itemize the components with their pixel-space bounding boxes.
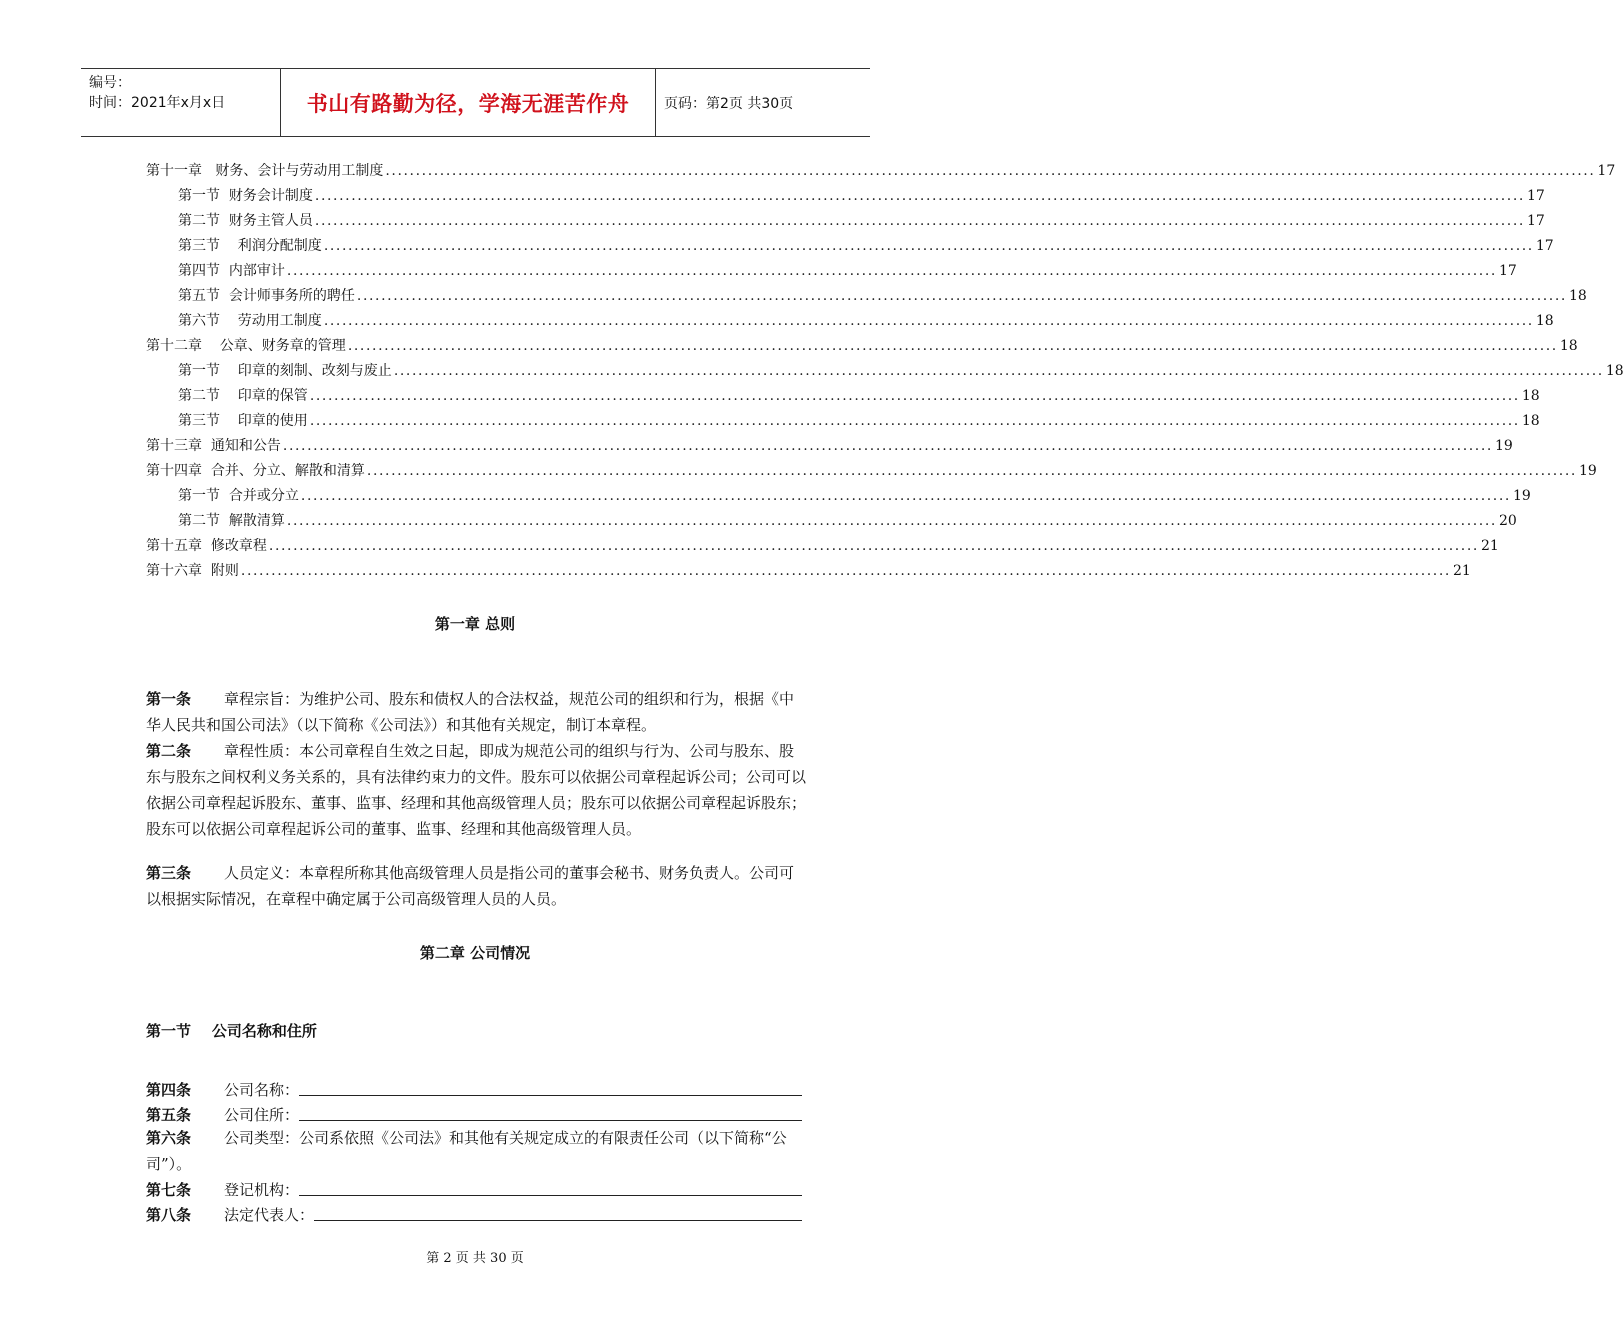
toc-entry xyxy=(146,459,1597,484)
registration-authority-blank xyxy=(299,1177,802,1196)
toc-leader-dots: ........................................................................................................................................................................................................ xyxy=(286,263,1497,279)
toc-entry-page: 18 xyxy=(1568,288,1587,304)
article-text: 公司类型：公司系依照《公司法》和其他有关规定成立的有限责任公司（以下简称“公司”）。 xyxy=(146,1129,787,1173)
toc-entry-title: 第十五章 修改章程 xyxy=(146,538,267,554)
toc-leader-dots: ........................................................................................................................................................................................................ xyxy=(385,163,1596,179)
article-2 xyxy=(146,738,806,842)
article-1 xyxy=(146,686,806,738)
page-header xyxy=(81,68,870,137)
company-address-blank xyxy=(299,1102,802,1121)
toc-entry-title: 第三节 利润分配制度 xyxy=(178,238,322,254)
toc-entry xyxy=(146,484,1531,509)
toc-entry xyxy=(146,184,1545,209)
toc-entry-title: 第三节 印章的使用 xyxy=(178,413,308,429)
toc-entry-title: 第一节 印章的刻制、改刻与废止 xyxy=(178,363,392,379)
toc-entry-page: 20 xyxy=(1498,513,1517,529)
article-label: 第三条 xyxy=(146,864,192,882)
toc-entry-page: 18 xyxy=(1535,313,1554,329)
article-8 xyxy=(146,1201,802,1225)
toc-entry xyxy=(146,259,1517,284)
number-label: 编号： xyxy=(89,75,131,91)
toc-leader-dots: ........................................................................................................................................................................................................ xyxy=(282,438,1493,454)
article-label: 第八条 xyxy=(146,1206,192,1224)
article-6 xyxy=(146,1125,806,1177)
toc-leader-dots: ........................................................................................................................................................................................................ xyxy=(309,388,1520,404)
toc-entry-page: 21 xyxy=(1452,563,1471,579)
toc-leader-dots: ........................................................................................................................................................................................................ xyxy=(323,313,1534,329)
toc-leader-dots: ........................................................................................................................................................................................................ xyxy=(314,213,1525,229)
toc-entry xyxy=(146,384,1540,409)
toc-entry xyxy=(146,359,1624,384)
toc-leader-dots: ........................................................................................................................................................................................................ xyxy=(240,563,1451,579)
header-motto-cell xyxy=(281,69,656,136)
toc-entry-title: 第四节 内部审计 xyxy=(178,263,285,279)
time-label: 时间：2021年x月x日 xyxy=(89,95,226,111)
toc-entry-page: 17 xyxy=(1526,213,1545,229)
article-text: 章程性质：本公司章程自生效之日起，即成为规范公司的组织与行为、公司与股东、股东与股东之间权利义务关系的，具有法律约束力的文件。股东可以依据公司章程起诉公司；公司可以依据公司章程起诉股东、董事、监事、经理和其他高级管理人员；股东可以依据公司章程起诉股东；股东可以依据公司章程起诉公司的董事、监事、经理和其他高级管理人员。 xyxy=(146,742,807,838)
section-1-heading: 第一节 公司名称和住所 xyxy=(146,1022,317,1040)
toc-entry-title: 第十三章 通知和公告 xyxy=(146,438,281,454)
toc-entry xyxy=(146,284,1587,309)
article-text: 章程宗旨：为维护公司、股东和债权人的合法权益，规范公司的组织和行为，根据《中华人民共和国公司法》（以下简称《公司法》）和其他有关规定，制订本章程。 xyxy=(146,690,795,734)
company-address-label: 公司住所： xyxy=(224,1106,300,1124)
toc-leader-dots: ........................................................................................................................................................................................................ xyxy=(347,338,1558,354)
table-of-contents xyxy=(146,159,1624,584)
header-left-cell xyxy=(81,69,281,136)
article-5 xyxy=(146,1101,802,1125)
toc-entry-page: 17 xyxy=(1498,263,1517,279)
article-label: 第五条 xyxy=(146,1106,192,1124)
article-label: 第七条 xyxy=(146,1181,192,1199)
toc-entry xyxy=(146,434,1513,459)
toc-entry-page: 18 xyxy=(1521,413,1540,429)
toc-entry xyxy=(146,309,1554,334)
toc-entry-page: 19 xyxy=(1578,463,1597,479)
toc-entry xyxy=(146,159,1616,184)
toc-entry-title: 第十六章 附则 xyxy=(146,563,239,579)
toc-leader-dots: ........................................................................................................................................................................................................ xyxy=(268,538,1479,554)
toc-entry-page: 18 xyxy=(1559,338,1578,354)
toc-entry xyxy=(146,209,1545,234)
toc-entry-title: 第十一章 财务、会计与劳动用工制度 xyxy=(146,163,384,179)
article-7 xyxy=(146,1176,802,1200)
toc-entry-title: 第一节 财务会计制度 xyxy=(178,188,313,204)
toc-entry xyxy=(146,334,1578,359)
article-text: 人员定义：本章程所称其他高级管理人员是指公司的董事会秘书、财务负责人。公司可以根据实际情况，在章程中确定属于公司高级管理人员的人员。 xyxy=(146,864,795,908)
toc-leader-dots: ........................................................................................................................................................................................................ xyxy=(393,363,1604,379)
legal-representative-label: 法定代表人： xyxy=(224,1206,315,1224)
toc-leader-dots: ........................................................................................................................................................................................................ xyxy=(309,413,1520,429)
registration-authority-label: 登记机构： xyxy=(224,1181,300,1199)
toc-entry-page: 18 xyxy=(1605,363,1624,379)
toc-entry-page: 17 xyxy=(1535,238,1554,254)
toc-entry xyxy=(146,534,1499,559)
header-page-info: 页码：第2页 共30页 xyxy=(664,95,794,112)
toc-entry-title: 第二节 财务主管人员 xyxy=(178,213,313,229)
toc-entry xyxy=(146,409,1540,434)
toc-entry xyxy=(146,509,1517,534)
toc-entry-title: 第十二章 公章、财务章的管理 xyxy=(146,338,346,354)
chapter-1-heading: 第一章 总则 xyxy=(434,615,516,633)
toc-entry-page: 19 xyxy=(1494,438,1513,454)
article-label: 第四条 xyxy=(146,1081,192,1099)
article-label: 第六条 xyxy=(146,1129,192,1147)
company-name-label: 公司名称： xyxy=(224,1081,300,1099)
toc-entry xyxy=(146,559,1471,584)
toc-entry-title: 第十四章 合并、分立、解散和清算 xyxy=(146,463,365,479)
article-4 xyxy=(146,1076,802,1100)
chapter-2-heading: 第二章 公司情况 xyxy=(419,944,531,962)
legal-representative-blank xyxy=(314,1202,802,1221)
toc-leader-dots: ........................................................................................................................................................................................................ xyxy=(323,238,1534,254)
toc-entry xyxy=(146,234,1554,259)
toc-entry-page: 21 xyxy=(1480,538,1499,554)
toc-entry-page: 17 xyxy=(1526,188,1545,204)
toc-entry-title: 第二节 解散清算 xyxy=(178,513,285,529)
toc-entry-title: 第五节 会计师事务所的聘任 xyxy=(178,288,355,304)
toc-leader-dots: ........................................................................................................................................................................................................ xyxy=(366,463,1577,479)
toc-leader-dots: ........................................................................................................................................................................................................ xyxy=(286,513,1497,529)
toc-leader-dots: ........................................................................................................................................................................................................ xyxy=(314,188,1525,204)
page-footer: 第 2 页 共 30 页 xyxy=(426,1251,524,1266)
toc-leader-dots: ........................................................................................................................................................................................................ xyxy=(300,488,1511,504)
toc-entry-title: 第二节 印章的保管 xyxy=(178,388,308,404)
motto-text: 书山有路勤为径，学海无涯苦作舟 xyxy=(306,91,630,116)
toc-entry-page: 19 xyxy=(1512,488,1531,504)
toc-leader-dots: ........................................................................................................................................................................................................ xyxy=(356,288,1567,304)
toc-entry-title: 第六节 劳动用工制度 xyxy=(178,313,322,329)
company-name-blank xyxy=(299,1077,802,1096)
article-label: 第二条 xyxy=(146,742,192,760)
article-label: 第一条 xyxy=(146,690,192,708)
toc-entry-title: 第一节 合并或分立 xyxy=(178,488,299,504)
toc-entry-page: 17 xyxy=(1597,163,1616,179)
article-3 xyxy=(146,860,806,912)
toc-entry-page: 18 xyxy=(1521,388,1540,404)
